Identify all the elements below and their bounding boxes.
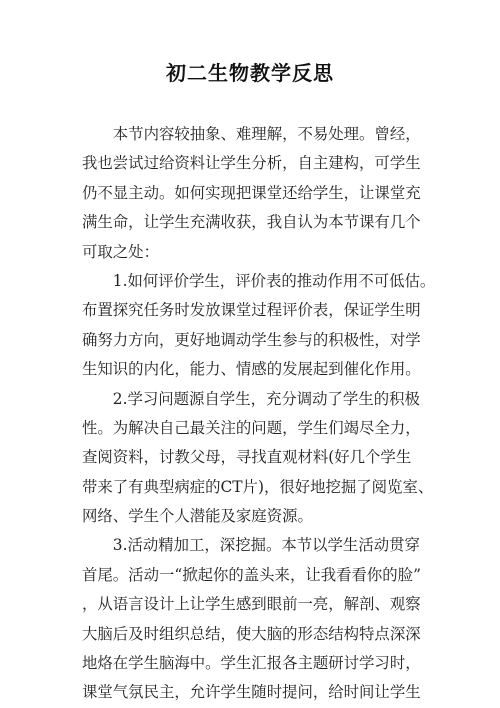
text-line: 首尾。活动一“掀起你的盖头来，让我看看你的脸”: [82, 565, 421, 584]
text-line: 本节内容较抽象、难理解，不易处理。曾经，: [82, 125, 421, 143]
text-line: 大脑后及时组织总结，使大脑的形态结构特点深深: [82, 624, 421, 643]
text-line: ，从语言设计上让学生感到眼前一亮，解剖、观察: [82, 595, 421, 614]
text-line: 1.如何评价学生，评价表的推动作用不可低估。: [82, 271, 436, 290]
document-body: [82, 120, 434, 708]
text-line: 布置探究任务时发放课堂过程评价表，保证学生明: [82, 301, 421, 320]
text-line: 确努力方向，更好地调动学生参与的积极性，对学: [82, 330, 421, 349]
text-line: 带来了有典型病症的CT片)，很好地挖掘了阅览室、: [82, 477, 434, 496]
text-line: 查阅资料，讨教父母，寻找直观材料(好几个学生: [82, 448, 412, 467]
text-line: 2.学习问题源自学生，充分调动了学生的积极: [82, 389, 420, 408]
text-line: 满生命，让学生充满收获，我自认为本节课有几个: [82, 213, 421, 232]
document-title: 初二生物教学反思: [166, 61, 334, 85]
text-line: 可取之处：: [82, 242, 159, 261]
text-line: 性。为解决自己最关注的问题，学生们竭尽全力，: [82, 418, 421, 437]
text-line: 课堂气氛民主，允许学生随时提问，给时间让学生: [82, 683, 421, 702]
text-line: 我也尝试过给资料让学生分析，自主建构，可学生: [82, 154, 421, 173]
text-line: 网络、学生个人潜能及家庭资源。: [82, 507, 313, 526]
text-line: 3.活动精加工，深挖掘。本节以学生活动贯穿: [82, 536, 420, 555]
text-line: 仍不显主动。如何实现把课堂还给学生，让课堂充: [82, 183, 421, 202]
text-line: 地烙在学生脑海中。学生汇报各主题研讨学习时，: [82, 654, 421, 673]
text-line: 生知识的内化，能力、情感的发展起到催化作用。: [82, 360, 421, 379]
